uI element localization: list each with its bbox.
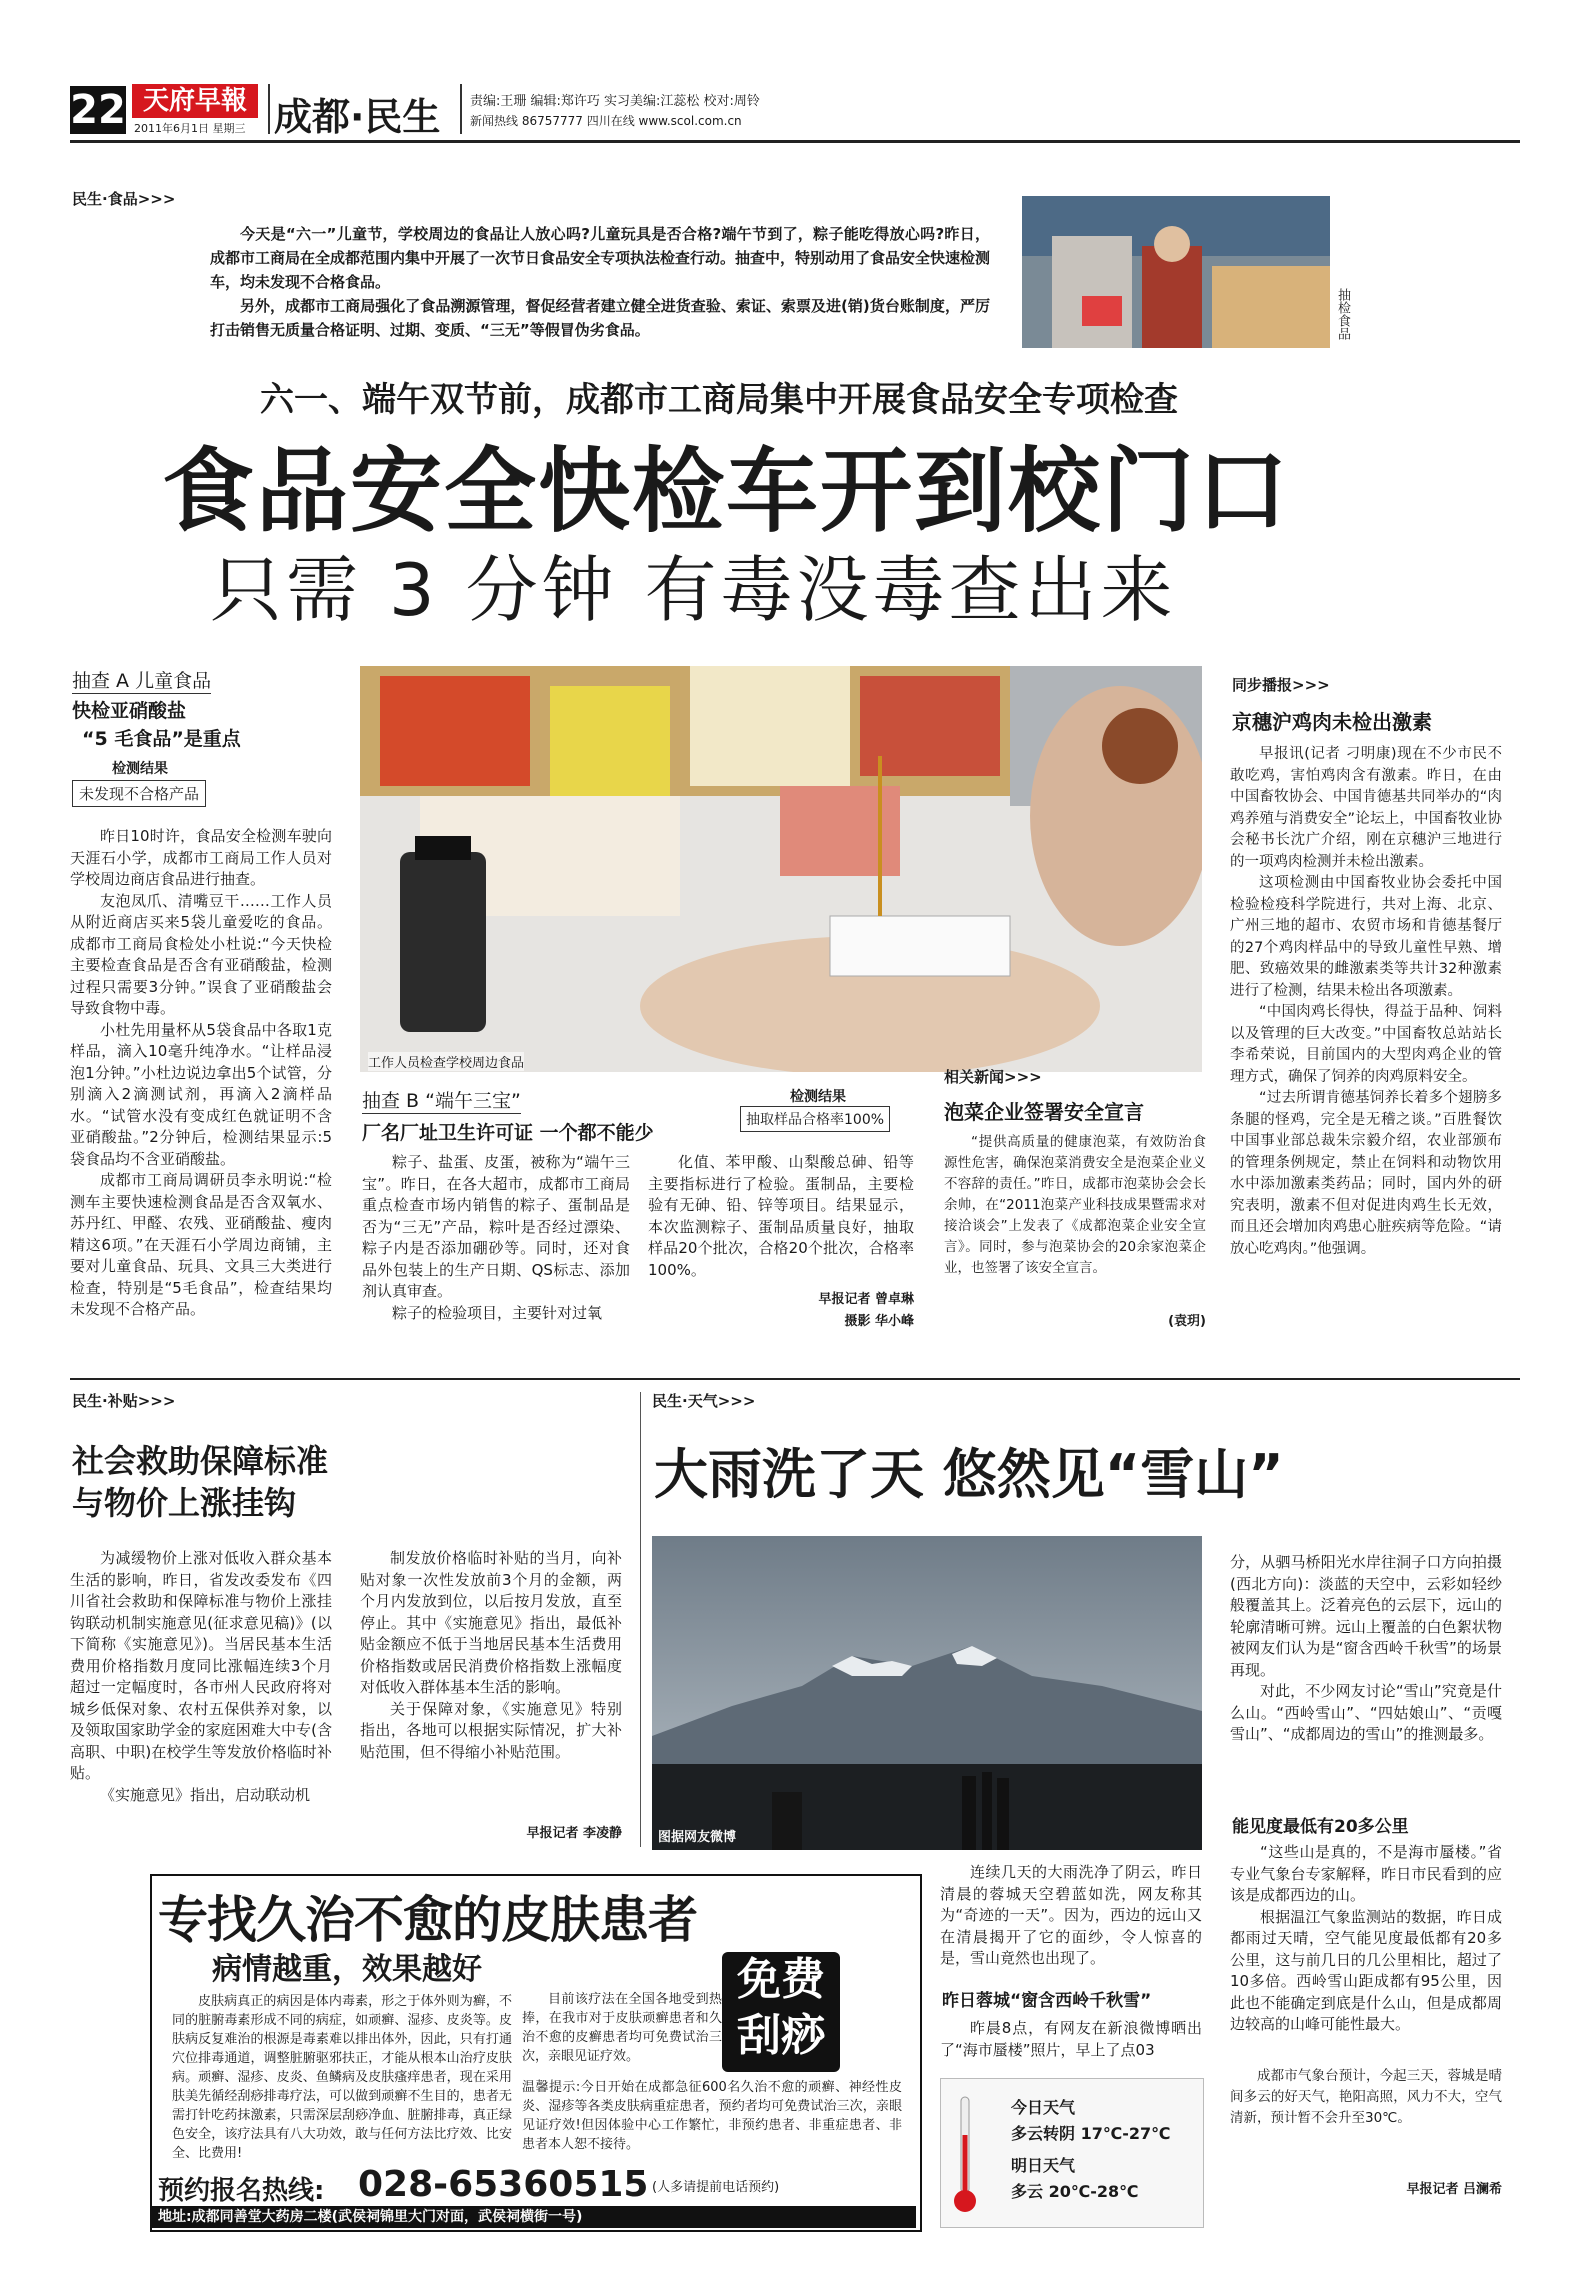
subsidy-byline: 早报记者 李凌静 <box>526 1826 622 1841</box>
kicker: 六一、端午双节前，成都市工商局集中开展食品安全专项检查 <box>260 380 1178 420</box>
ad-notice: 温馨提示:今日开始在成都急征600名久治不愈的顽癣、神经性皮炎、湿疹等各类皮肤病重症患者，预约者均可免费试治三次，亲眼见证疗效!但因体验中心工作繁忙，非预约患者、非重症患者、非患者本人恕不接待。 <box>522 2080 902 2152</box>
subsidy-title-2: 与物价上涨挂钩 <box>72 1484 297 1522</box>
skin-ad <box>150 1874 922 2232</box>
check-b-col2: 化值、苯甲酸、山梨酸总砷、铅等主要指标进行了检验。蛋制品，主要检验有无砷、铅、锌等项目。结果显示，本次监测粽子、蛋制品质量良好，抽取样品20个批次，合格20个批次，合格率100%。 <box>648 1153 914 1279</box>
subsidy-col2: 制发放价格临时补贴的当月，向补贴对象一次性发放前3个月的金额，两个月内发放到位，以后按月发放，直至停止。其中《实施意见》指出，最低补贴金额应不低于当地居民基本生活费用价格指数或居民消费价格指数上涨幅度对低收入群体基本生活的影响。 关于保障对象，《实施意见》特别指出，各地可以根据实际情况，扩大补贴范围，但不得缩小补贴范围。 <box>360 1549 622 1761</box>
weather-right-col: 分，从驷马桥阳光水岸往洞子口方向拍摄(西北方向)：淡蓝的天空中，云彩如轻纱般覆盖其上。泛着亮色的云层下，远山的轮廓清晰可辨。远山上覆盖的白色絮状物被网友们认为是“窗含西岭千秋雪”的场景再现。 对此，不少网友讨论“雪山”究竟是什么山。“西岭雪山”、“四姑娘山”、“贡嘎雪山”、“成都周边的雪山”的推测最多。 <box>1230 1553 1502 1743</box>
subsidy-title-1: 社会救助保障标准 <box>72 1442 329 1480</box>
section-title: 成都·民生 <box>274 95 441 139</box>
weather-left-col-2: 昨晨8点，有网友在新浪微博晒出了“海市蜃楼”照片，早上了点03 <box>940 2019 1202 2059</box>
check-b-result-label: 检测结果 <box>790 1089 846 1105</box>
forecast-note: 成都市气象台预计，今起三天，蓉城是晴间多云的好天气，艳阳高照，风力不大，空气清新，预计暂不会升至30℃。 <box>1230 2068 1502 2126</box>
tomorrow-label: 明日天气 <box>1011 2156 1076 2175</box>
tomorrow-value: 多云 20℃-28℃ <box>1011 2182 1139 2201</box>
related-tag: 相关新闻>>> <box>944 1068 1042 1086</box>
ad-phone-label: 预约报名热线: <box>158 2176 325 2206</box>
check-a-result: 未发现不合格产品 <box>72 780 206 807</box>
main-headline: 食品安全快检车开到校门口 <box>162 438 1291 545</box>
check-a-label: 抽查 A 儿童食品 <box>72 666 211 694</box>
subsidy-tag: 民生·补贴>>> <box>72 1392 176 1410</box>
weather-forecast-box <box>940 2078 1204 2228</box>
check-b-label: 抽查 B “端午三宝” <box>362 1086 521 1114</box>
check-a-result-label: 检测结果 <box>112 761 168 777</box>
check-a-title-1: 快检亚硝酸盐 <box>72 700 187 722</box>
sync-tag: 同步播报>>> <box>1232 676 1330 694</box>
sync-title: 京穗沪鸡肉未检出激素 <box>1232 710 1432 734</box>
check-b-byline-2: 摄影 华小峰 <box>844 1314 914 1329</box>
weather-subhead-2: 能见度最低有20多公里 <box>1232 1817 1409 1837</box>
check-a-title-2: “5 毛食品”是重点 <box>82 728 241 750</box>
ad-phone-note: (人多请提前电话预约) <box>652 2180 780 2195</box>
check-b-title: 厂名厂址卫生许可证 一个都不能少 <box>362 1122 654 1144</box>
paper-logo: 天府早報 <box>132 84 258 118</box>
weather-tag: 民生·天气>>> <box>652 1392 756 1410</box>
weather-left-col: 连续几天的大雨洗净了阴云，昨日清晨的蓉城天空碧蓝如洗，网友称其为“奇迹的一天”。因为，西边的远山又在清晨揭开了它的面纱，令人惊喜的是，雪山竟然也出现了。 <box>940 1863 1202 1967</box>
weather-byline: 早报记者 吕澜希 <box>1406 2182 1502 2197</box>
subsidy-col1: 为减缓物价上涨对低收入群众基本生活的影响，昨日，省发改委发布《四川省社会救助和保障标准与物价上涨挂钩联动机制实施意见(征求意见稿)》(以下简称《实施意见》)。当居民基本生活费用价格指数月度同比涨幅连续3个月超过一定幅度时，各市州人民政府将对城乡低保对象、农村五保供养对象，以及领取国家助学金的家庭困难大中专(含高职、中职)在校学生等发放价格临时补贴。 《实施意见》指出，启动联动机 <box>70 1549 332 1804</box>
section-tag-food: 民生·食品>>> <box>72 190 176 208</box>
ad-badge-line-2: 刮痧 <box>737 2010 825 2061</box>
check-b-col1: 粽子、盐蛋、皮蛋，被称为“端午三宝”。昨日，在各大超市，成都市工商局重点检查市场内销售的粽子、蛋制品是否为“三无”产品，粽叶是否经过漂染、粽子内是否添加硼砂等。同时，还对食品外包装上的生产日期、QS标志、添加剂认真审查。 粽子的检验项目，主要针对过氧 <box>362 1153 630 1322</box>
related-title: 泡菜企业签署安全宣言 <box>944 1100 1144 1124</box>
ad-subhead: 病情越重，效果越好 <box>212 1952 482 1987</box>
ad-phone: 028-65360515 <box>358 2164 649 2205</box>
page-number: 22 <box>70 87 126 133</box>
check-b-byline-1: 早报记者 曾卓琳 <box>818 1292 914 1307</box>
related-body: “提供高质量的健康泡菜，有效防治食源性危害，确保泡菜消费安全是泡菜企业义不容辞的责任。”昨日，成都市泡菜协会会长余帅，在“2011泡菜产业科技成果暨需求对接洽谈会”上发表了《成都泡菜企业安全宣言》。同时，参与泡菜协会的20余家泡菜企业，也签署了该安全宣言。 <box>944 1134 1206 1276</box>
ad-address: 地址:成都同善堂大药房二楼(武侯祠锦里大门对面，武侯祠横街一号) <box>152 2206 916 2228</box>
editors-line: 责编:王珊 编辑:郑许巧 实习美编:江蕊松 校对:周铃 <box>470 94 760 109</box>
weather-right-col-2: “这些山是真的，不是海市蜃楼。”省专业气象台专家解释，昨日市民看到的应该是成都西边的山。 根据温江气象监测站的数据，昨日成都雨过天晴，空气能见度最低都有20多公里，这与前几日的几公里相比，超过了10多倍。西岭雪山距成都有95公里，因此也不能确定到底是什么山，但是成都周边较高的山峰可能性最大。 <box>1230 1843 1502 2033</box>
inspection-photo <box>1022 196 1330 348</box>
ad-col2: 目前该疗法在全国各地受到热捧，在我市对于皮肤顽癣患者和久治不愈的皮癣患者均可免费试治三次，亲眼见证疗效。 <box>522 1992 722 2064</box>
test-photo-caption: 工作人员检查学校周边食品 <box>368 1052 524 1071</box>
thermometer-icon <box>953 2095 977 2215</box>
main-subhead: 只需 3 分钟 有毒没毒查出来 <box>210 548 1177 632</box>
weather-subhead-1: 昨日蓉城“窗含西岭千秋雪” <box>942 1991 1152 2011</box>
check-a-body: 昨日10时许，食品安全检测车驶向天涯石小学，成都市工商局工作人员对学校周边商店食品进行抽查。 友泡凤爪、清嘴豆干……工作人员从附近商店买来5袋儿童爱吃的食品。成都市工商局食检处小杜说:“今天快检主要检查食品是否含有亚硝酸盐，检测过程只需要3分钟。”误食了亚硝酸盐会导致食物中毒。 小杜先用量杯从5袋食品中各取1克样品，滴入10毫升纯净水。“让样品浸泡1分钟。”小杜边说边拿出5个试管，分别滴入2滴测试剂，再滴入2滴样品水。“试管水没有变成红色就证明不含亚硝酸盐。”2分钟后，检测结果显示:5袋食品均不含亚硝酸盐。 成都市工商局调研员李永明说:“检测车主要快速检测食品是否含双氧水、苏丹红、甲醛、农残、亚硝酸盐、瘦肉精这6项。”在天涯石小学周边商铺，主要对儿童食品、玩具、文具三大类进行检查，特别是“5毛食品”，检查结果均未发现不合格产品。 <box>70 827 332 1318</box>
hotline: 新闻热线 86757777 四川在线 www.scol.com.cn <box>470 114 742 128</box>
weather-headline: 大雨洗了天 悠然见“雪山” <box>654 1443 1284 1506</box>
related-byline: (袁玥) <box>1168 1314 1206 1329</box>
check-b-result: 抽取样品合格率100% <box>740 1106 890 1132</box>
snow-photo-caption: 图据网友微博 <box>658 1830 737 1845</box>
test-tube-photo <box>360 666 1202 1072</box>
ad-headline: 专找久治不愈的皮肤患者 <box>158 1891 697 1949</box>
inspection-photo-caption: 抽检食品 <box>1335 288 1350 340</box>
sync-body: 早报讯(记者 刁明康)现在不少市民不敢吃鸡，害怕鸡肉含有激素。昨日，在由中国畜牧协会、中国肯德基共同举办的“肉鸡养殖与消费安全”论坛上，中国畜牧业协会秘书长沈广介绍，刚在京穗沪三地进行的一项鸡肉检测并未检出激素。 这项检测由中国畜牧业协会委托中国检验检疫科学院进行，共对上海、北京、广州三地的超市、农贸市场和肯德基餐厅的27个鸡肉样品中的导致儿童性早熟、增肥、致癌效果的雌激素类等共计32种激素进行了检测，结果未检出各项激素。 “中国肉鸡长得快，得益于品种、饲料以及管理的巨大改变。”中国畜牧总站站长李希荣说，目前国内的大型肉鸡企业的管理方式，确保了饲养的肉鸡原料安全。 “过去所谓肯德基饲养长着多个翅膀多条腿的怪鸡，完全是无稽之谈。”百胜餐饮中国事业部总裁朱宗毅介绍，农业部颁布的管理条例规定，禁止在饲料和动物饮用水中添加激素类药品；同时，国内外的研究表明，激素不但对促进肉鸡生长无效，而且还会增加肉鸡患心脏疾病等危险。“请放心吃鸡肉。”他强调。 <box>1230 746 1502 1257</box>
intro-text: 今天是“六一”儿童节，学校周边的食品让人放心吗?儿童玩具是否合格?端午节到了，粽子能吃得放心吗?昨日，成都市工商局在全成都范围内集中开展了一次节日食品安全专项执法检查行动。抽查中，特别动用了食品安全快速检测车，均未发现不合格食品。 另外，成都市工商局强化了食品溯源管理，督促经营者建立健全进货查验、索证、索票及进(销)货台账制度，严厉打击销售无质量合格证明、过期、变质、“三无”等假冒伪劣食品。 <box>210 225 991 339</box>
today-value: 多云转阴 17℃-27℃ <box>1011 2124 1171 2143</box>
ad-col1: 皮肤病真正的病因是体内毒素，形之于体外则为癣，不同的脏腑毒素形成不同的病症，如顽癣、湿疹、皮炎等。皮肤病反复难治的根源是毒素难以排出体外，因此，只有打通穴位排毒通道，调整脏腑驱邪扶正，才能从根本山治疗皮肤病。顽癣、湿疹、皮炎、鱼鳞病及皮肤瘙痒患者，现在采用肤美先循经刮痧排毒疗法，可以做到顽癣不生目的，患者无需打针吃药抹激素，只需深层刮痧净血、脏腑排毒，真正绿色安全，该疗法具有八大功效，敢与任何方法比疗效、比安全、比费用! <box>172 1994 512 2161</box>
ad-badge <box>722 1952 840 2072</box>
ad-badge-line-1: 免费 <box>737 1954 825 2005</box>
snow-mountain-photo <box>652 1536 1202 1850</box>
issue-date: 2011年6月1日 星期三 <box>134 122 246 135</box>
today-label: 今日天气 <box>1011 2098 1076 2117</box>
